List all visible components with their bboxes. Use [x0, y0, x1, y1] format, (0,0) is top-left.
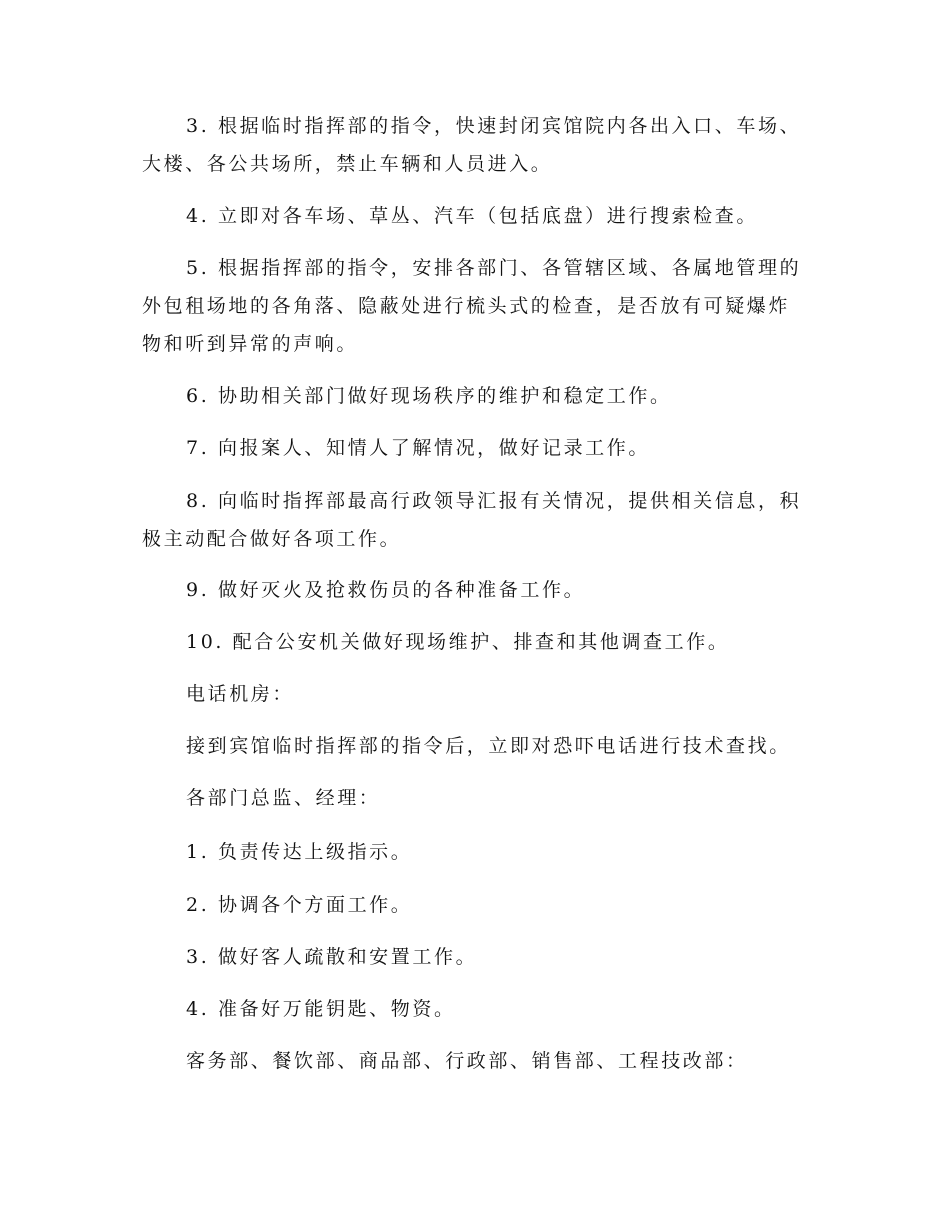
paragraph-dept-item-2: 2. 协调各个方面工作。	[186, 894, 413, 916]
paragraph-dept-item-4: 4. 准备好万能钥匙、物资。	[186, 998, 456, 1020]
paragraph-item-5-area-inspection: 5. 根据指挥部的指令，安排各部门、各管辖区域、各属地管理的外包租场地的各角落、隐蔽处进行梳头式的检查，是否放有可疑爆炸物和听到异常的声响。	[142, 257, 802, 355]
section-heading-telephone-room: 电话机房：	[186, 683, 295, 705]
paragraph-dept-item-3: 3. 做好客人疏散和安置工作。	[186, 946, 478, 968]
paragraph-item-4-search-parking: 4. 立即对各车场、草丛、汽车（包括底盘）进行搜索检查。	[186, 205, 758, 227]
section-heading-departments-list: 客务部、餐饮部、商品部、行政部、销售部、工程技改部：	[186, 1050, 748, 1072]
paragraph-item-3-seal-entrances: 3. 根据临时指挥部的指令，快速封闭宾馆院内各出入口、车场、大楼、各公共场所，禁止车辆和人员进入。	[142, 115, 802, 175]
paragraph-item-8-report: 8. 向临时指挥部最高行政领导汇报有关情况，提供相关信息，积极主动配合做好各项工作。	[142, 490, 802, 550]
paragraph-item-9-fire-rescue: 9. 做好灭火及抢救伤员的各种准备工作。	[186, 579, 586, 601]
section-heading-department-heads: 各部门总监、经理：	[186, 787, 381, 809]
paragraph-item-6-maintain-order: 6. 协助相关部门做好现场秩序的维护和稳定工作。	[186, 385, 672, 407]
paragraph-telephone-trace: 接到宾馆临时指挥部的指令后，立即对恐吓电话进行技术查找。	[186, 735, 791, 757]
paragraph-item-7-interview: 7. 向报案人、知情人了解情况，做好记录工作。	[186, 437, 650, 459]
paragraph-dept-item-1: 1. 负责传达上级指示。	[186, 841, 413, 863]
paragraph-item-10-police-cooperation: 10. 配合公安机关做好现场维护、排查和其他调查工作。	[186, 631, 730, 653]
